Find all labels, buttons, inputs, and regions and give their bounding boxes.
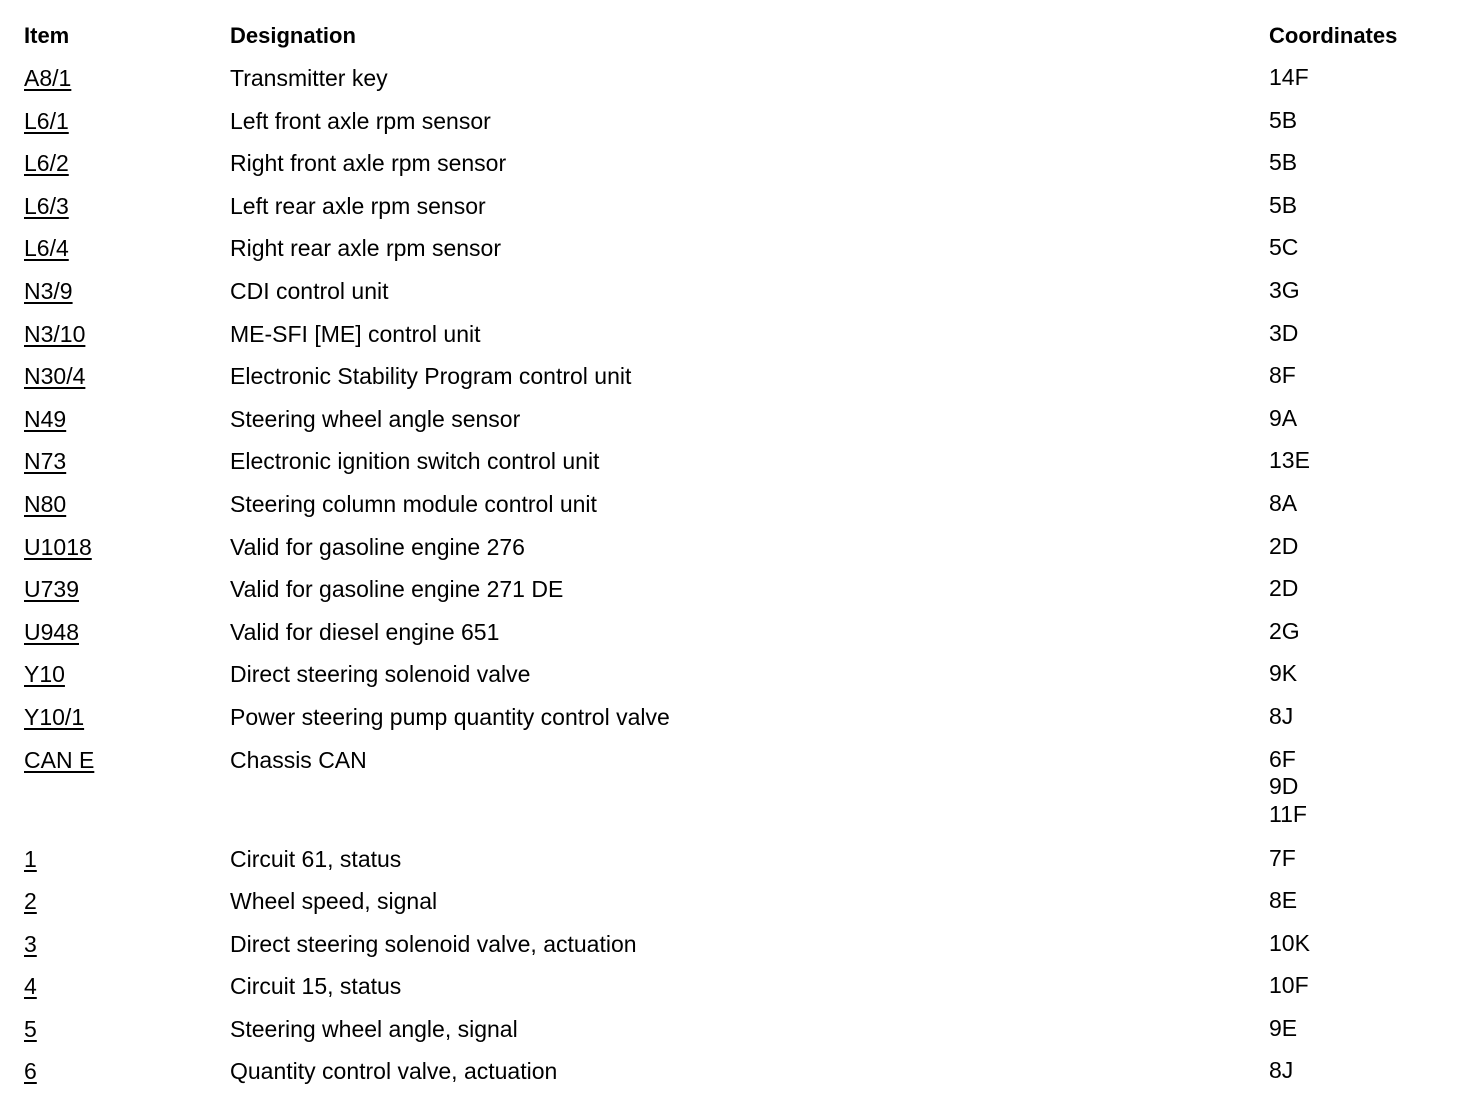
item-cell (24, 277, 230, 320)
coordinate-value: 5B (1269, 191, 1298, 218)
designation-cell: Circuit 61, status (230, 845, 402, 872)
item-link[interactable]: 5 (24, 1015, 37, 1042)
coordinate-value: 9D (1269, 773, 1299, 799)
coordinates-cell (1269, 746, 1444, 845)
coordinates-cell (1269, 149, 1444, 192)
item-cell (24, 447, 230, 490)
item-link[interactable]: L6/2 (24, 150, 69, 177)
item-cell (24, 362, 230, 405)
table-row (24, 490, 1444, 533)
coordinates-cell (1269, 660, 1444, 703)
item-link[interactable]: N73 (24, 448, 67, 475)
designation-cell: Direct steering solenoid valve, actuation (230, 930, 637, 957)
table-row (24, 320, 1444, 363)
item-link[interactable]: 4 (24, 973, 37, 1000)
table-row (24, 618, 1444, 661)
table-row (24, 1057, 1444, 1100)
designation-cell: Circuit 15, status (230, 973, 402, 1000)
coordinates-cell (1269, 362, 1444, 405)
table-row (24, 1015, 1444, 1058)
item-link[interactable]: Y10 (24, 661, 65, 688)
item-cell (24, 490, 230, 533)
coordinates-cell (1269, 533, 1444, 576)
coordinate-value: 5C (1269, 234, 1299, 261)
coordinate-value: 8A (1269, 489, 1298, 516)
coordinates-cell (1269, 618, 1444, 661)
coordinate-value: 8F (1269, 362, 1296, 389)
item-cell (24, 405, 230, 448)
item-link[interactable]: N3/9 (24, 277, 73, 304)
designation-cell: CDI control unit (230, 277, 389, 304)
header-row (24, 22, 1444, 64)
coordinate-value: 10K (1269, 929, 1310, 956)
coordinates-cell (1269, 703, 1444, 746)
coordinates-cell (1269, 845, 1444, 888)
item-link[interactable]: L6/1 (24, 107, 69, 134)
item-cell (24, 1057, 230, 1100)
coordinate-value: 8J (1269, 1057, 1294, 1084)
coordinate-value: 2G (1269, 617, 1300, 644)
coordinate-value: 2D (1269, 532, 1299, 559)
column-header-item: Item (24, 23, 70, 48)
item-cell (24, 972, 230, 1015)
item-link[interactable]: 3 (24, 930, 37, 957)
coordinates-cell (1269, 972, 1444, 1015)
item-cell (24, 107, 230, 150)
item-cell (24, 320, 230, 363)
table-row (24, 234, 1444, 277)
coordinate-value: 8J (1269, 702, 1294, 729)
coordinates-cell (1269, 447, 1444, 490)
coordinate-value: 10F (1269, 972, 1309, 999)
table-row (24, 362, 1444, 405)
table-row (24, 149, 1444, 192)
table-row (24, 746, 1444, 845)
coordinates-cell (1269, 405, 1444, 448)
table-row (24, 972, 1444, 1015)
coordinates-cell (1269, 575, 1444, 618)
table-row (24, 930, 1444, 973)
designation-cell: Steering column module control unit (230, 490, 597, 517)
designation-cell: Valid for gasoline engine 271 DE (230, 576, 564, 603)
coordinate-value: 13E (1269, 447, 1310, 474)
item-cell (24, 660, 230, 703)
item-link[interactable]: L6/3 (24, 192, 69, 219)
column-header-designation: Designation (230, 23, 356, 48)
coordinate-value: 9A (1269, 404, 1298, 431)
table-row (24, 887, 1444, 930)
item-cell (24, 192, 230, 235)
item-link[interactable]: CAN E (24, 746, 95, 773)
coordinates-cell (1269, 277, 1444, 320)
coordinate-value: 3G (1269, 276, 1300, 303)
table-row (24, 447, 1444, 490)
designation-cell: Right front axle rpm sensor (230, 150, 507, 177)
designation-cell: Left front axle rpm sensor (230, 107, 491, 134)
coordinates-cell (1269, 887, 1444, 930)
coordinates-cell (1269, 234, 1444, 277)
table-row (24, 533, 1444, 576)
item-link[interactable]: U1018 (24, 533, 92, 560)
coordinate-value: 9E (1269, 1014, 1298, 1041)
item-cell (24, 149, 230, 192)
item-cell (24, 575, 230, 618)
coordinate-value: 14F (1269, 64, 1309, 90)
designation-cell: Quantity control valve, actuation (230, 1058, 558, 1085)
item-cell (24, 618, 230, 661)
coordinates-cell (1269, 930, 1444, 973)
item-link[interactable]: N49 (24, 405, 67, 432)
designation-cell: Right rear axle rpm sensor (230, 235, 501, 262)
item-link[interactable]: U739 (24, 576, 79, 603)
item-cell (24, 1015, 230, 1058)
coordinate-value: 2D (1269, 575, 1299, 602)
designation-cell: Valid for gasoline engine 276 (230, 533, 525, 560)
legend-table-header (24, 22, 1444, 64)
item-cell (24, 845, 230, 888)
table-row (24, 845, 1444, 888)
table-row (24, 64, 1444, 107)
designation-cell: Chassis CAN (230, 746, 367, 773)
coordinate-value: 5B (1269, 106, 1298, 133)
designation-cell: Power steering pump quantity control valve (230, 703, 670, 730)
table-row (24, 192, 1444, 235)
item-cell (24, 234, 230, 277)
item-link[interactable]: Y10/1 (24, 703, 85, 730)
table-row (24, 703, 1444, 746)
table-row (24, 277, 1444, 320)
designation-cell: ME-SFI [ME] control unit (230, 320, 481, 347)
designation-cell: Electronic Stability Program control unit (230, 363, 632, 390)
item-link[interactable]: N30/4 (24, 363, 86, 390)
item-cell (24, 64, 230, 107)
item-cell (24, 887, 230, 930)
legend-table-body (24, 64, 1444, 1100)
coordinates-cell (1269, 320, 1444, 363)
designation-cell: Direct steering solenoid valve (230, 661, 531, 688)
item-link[interactable]: 1 (24, 845, 37, 872)
item-link[interactable]: 6 (24, 1058, 37, 1085)
designation-cell: Valid for diesel engine 651 (230, 618, 500, 645)
coordinate-value: 11F (1269, 800, 1307, 827)
item-cell (24, 533, 230, 576)
item-cell (24, 746, 230, 845)
coordinate-value: 7F (1269, 844, 1296, 871)
coordinates-cell (1269, 1015, 1444, 1058)
item-cell (24, 703, 230, 746)
item-link[interactable]: L6/4 (24, 235, 69, 262)
designation-cell: Steering wheel angle, signal (230, 1015, 518, 1042)
coordinates-cell (1269, 192, 1444, 235)
table-row (24, 660, 1444, 703)
coordinates-cell (1269, 107, 1444, 150)
column-header-coordinates: Coordinates (1269, 23, 1398, 48)
item-link[interactable]: N3/10 (24, 320, 86, 347)
coordinates-cell (1269, 64, 1444, 107)
item-link[interactable]: A8/1 (24, 65, 72, 91)
coordinates-cell (1269, 490, 1444, 533)
coordinate-value: 6F (1269, 745, 1296, 772)
designation-cell: Transmitter key (230, 65, 388, 91)
coordinate-value: 8E (1269, 887, 1298, 914)
table-row (24, 575, 1444, 618)
coordinate-value: 5B (1269, 149, 1298, 176)
item-cell (24, 930, 230, 973)
designation-cell: Electronic ignition switch control unit (230, 448, 600, 475)
item-link[interactable]: U948 (24, 618, 79, 645)
designation-cell: Steering wheel angle sensor (230, 405, 521, 432)
table-row (24, 405, 1444, 448)
table-row (24, 107, 1444, 150)
item-link[interactable]: N80 (24, 490, 67, 517)
coordinates-cell (1269, 1057, 1444, 1100)
legend-table (24, 22, 1444, 1100)
coordinate-value: 9K (1269, 660, 1298, 687)
coordinate-value: 3D (1269, 319, 1299, 346)
designation-cell: Wheel speed, signal (230, 888, 438, 915)
item-link[interactable]: 2 (24, 888, 37, 915)
designation-cell: Left rear axle rpm sensor (230, 192, 486, 219)
